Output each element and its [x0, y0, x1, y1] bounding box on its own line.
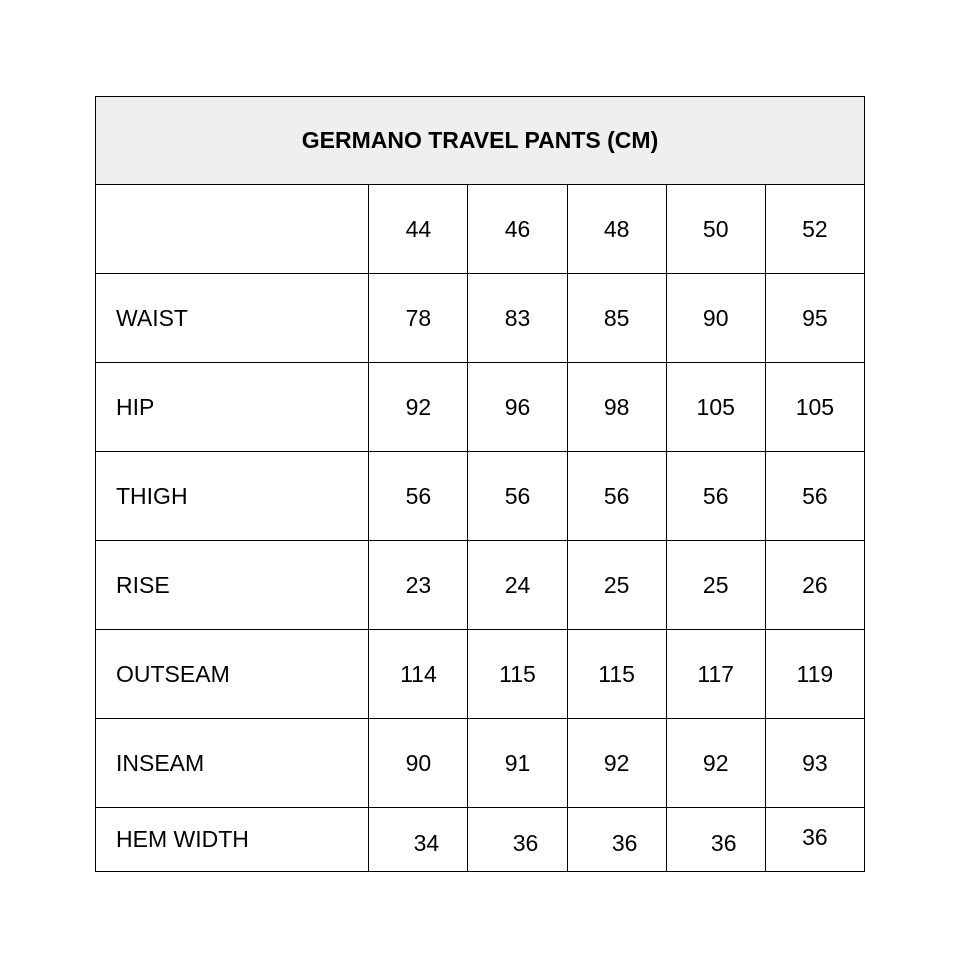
measurement-cell: 93 — [765, 719, 864, 808]
table-row-waist — [96, 274, 865, 363]
table-row-hip — [96, 363, 865, 452]
table-row-hem-width — [96, 808, 865, 872]
measurement-cell: 78 — [369, 274, 468, 363]
measurement-cell: 83 — [468, 274, 567, 363]
row-label: WAIST — [96, 274, 369, 363]
measurement-cell: 23 — [369, 541, 468, 630]
measurement-cell: 114 — [369, 630, 468, 719]
measurement-cell: 24 — [468, 541, 567, 630]
measurement-cell: 56 — [765, 452, 864, 541]
table-row-inseam — [96, 719, 865, 808]
measurement-cell: 85 — [567, 274, 666, 363]
measurement-cell: 56 — [369, 452, 468, 541]
measurement-cell: 105 — [666, 363, 765, 452]
table-row-outseam — [96, 630, 865, 719]
table-row-rise — [96, 541, 865, 630]
size-header-row — [96, 185, 865, 274]
row-label: RISE — [96, 541, 369, 630]
header-empty-cell — [96, 185, 369, 274]
measurement-cell: 92 — [567, 719, 666, 808]
row-label: HIP — [96, 363, 369, 452]
measurement-cell: 90 — [369, 719, 468, 808]
measurement-cell: 36 — [765, 808, 864, 872]
measurement-cell: 36 — [468, 808, 567, 872]
measurement-cell: 119 — [765, 630, 864, 719]
measurement-cell: 115 — [567, 630, 666, 719]
measurement-cell: 56 — [666, 452, 765, 541]
measurement-cell: 34 — [369, 808, 468, 872]
measurement-cell: 36 — [666, 808, 765, 872]
row-label: OUTSEAM — [96, 630, 369, 719]
measurement-cell: 98 — [567, 363, 666, 452]
measurement-cell: 92 — [666, 719, 765, 808]
title-row — [96, 97, 865, 185]
measurement-cell: 92 — [369, 363, 468, 452]
size-header-cell: 52 — [765, 185, 864, 274]
measurement-cell: 105 — [765, 363, 864, 452]
measurement-cell: 117 — [666, 630, 765, 719]
measurement-cell: 36 — [567, 808, 666, 872]
row-label: INSEAM — [96, 719, 369, 808]
table-title: GERMANO TRAVEL PANTS (CM) — [96, 97, 865, 185]
measurement-cell: 95 — [765, 274, 864, 363]
measurement-cell: 25 — [567, 541, 666, 630]
measurement-cell: 115 — [468, 630, 567, 719]
size-header-cell: 48 — [567, 185, 666, 274]
measurement-cell: 26 — [765, 541, 864, 630]
size-chart-table — [95, 96, 865, 872]
row-label: HEM WIDTH — [96, 808, 369, 872]
table-row-thigh — [96, 452, 865, 541]
row-label: THIGH — [96, 452, 369, 541]
size-header-cell: 46 — [468, 185, 567, 274]
size-header-cell: 44 — [369, 185, 468, 274]
measurement-cell: 90 — [666, 274, 765, 363]
size-header-cell: 50 — [666, 185, 765, 274]
measurement-cell: 56 — [468, 452, 567, 541]
measurement-cell: 96 — [468, 363, 567, 452]
measurement-cell: 91 — [468, 719, 567, 808]
measurement-cell: 25 — [666, 541, 765, 630]
measurement-cell: 56 — [567, 452, 666, 541]
